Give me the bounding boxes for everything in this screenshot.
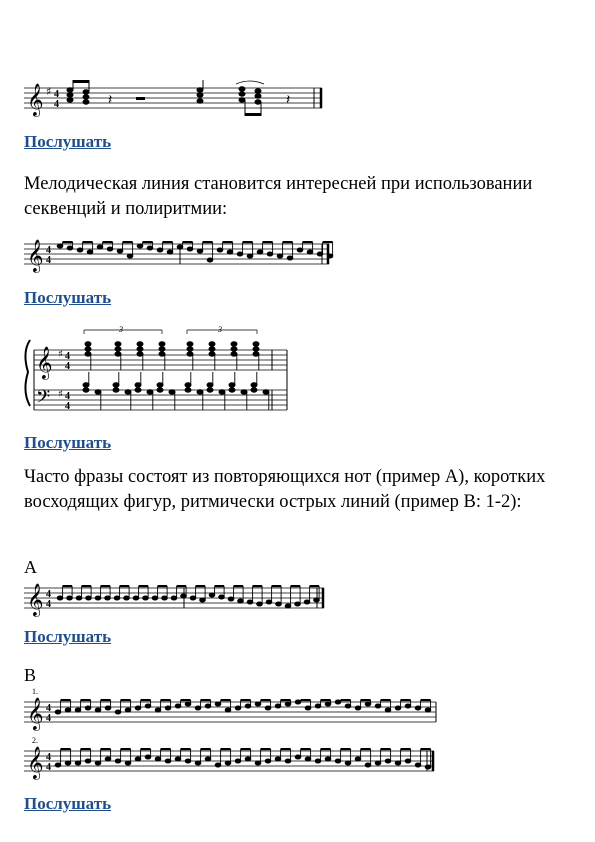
note-head [209,342,215,346]
svg-text:4: 4 [46,762,51,773]
note-head [157,248,163,252]
note-head [115,342,121,346]
note-head [65,761,71,765]
note-head [197,249,203,253]
note-head [124,596,130,600]
note-head [253,342,259,346]
note-head [365,763,371,767]
note-head [266,600,272,604]
note-head [277,254,283,258]
note-head [65,708,71,712]
note-head [107,247,113,251]
note-head [190,596,196,600]
note-head [257,250,263,254]
note-head [209,352,215,356]
note-head [345,761,351,765]
note-head [167,250,173,254]
bass-clef-icon: 𝄢 [36,387,51,412]
note-head [215,763,221,767]
note-head [238,599,244,603]
svg-text:♯: ♯ [58,349,63,360]
note-head [85,352,91,356]
note-head [385,759,391,763]
note-head [247,600,253,604]
svg-text:1.: 1. [32,687,38,696]
note-head [375,704,381,708]
note-head [215,702,221,706]
note-head [115,352,121,356]
note-head [137,244,143,248]
note-head [425,765,431,769]
note-head [87,250,93,254]
note-head [345,704,351,708]
svg-text:4: 4 [46,752,51,763]
music-score-example-a [24,578,329,618]
note-head [205,704,211,708]
note-head [195,706,201,710]
note-head [231,352,237,356]
svg-text:4: 4 [65,361,70,372]
note-head [187,247,193,251]
note-head [205,757,211,761]
svg-text:4: 4 [65,401,70,412]
note-head [285,759,291,763]
note-head [85,342,91,346]
treble-clef-icon: 𝄞 [27,239,44,272]
note-head [315,704,321,708]
note-head [115,347,121,351]
note-head [115,759,121,763]
note-head [115,710,121,714]
note-head [375,761,381,765]
note-head [55,763,61,767]
note-head [235,706,241,710]
note-head [159,352,165,356]
svg-text:4: 4 [65,351,70,362]
note-head [185,759,191,763]
note-head [335,759,341,763]
note-head [209,593,215,597]
note-head [85,706,91,710]
note-head [75,761,81,765]
note-head [245,757,251,761]
note-head [114,596,120,600]
note-head [265,759,271,763]
note-head [135,706,141,710]
note-head [137,347,143,351]
example-a-label: A [24,557,37,577]
treble-clef-icon: 𝄞 [36,346,53,379]
music-score-2 [24,232,334,277]
note-head [297,248,303,252]
note-head [143,596,149,600]
note-head [305,757,311,761]
note-head [155,708,161,712]
note-head [385,708,391,712]
note-head [355,706,361,710]
note-head [117,249,123,253]
note-head [225,708,231,712]
note-head [207,258,213,262]
example-b-label: B [24,665,37,685]
note-head [257,602,263,606]
note-head [245,704,251,708]
note-head [425,708,431,712]
note-head [137,342,143,346]
music-score-3-piano [22,322,292,424]
note-head [231,342,237,346]
note-head [159,347,165,351]
listen-link-1[interactable]: Послушать [24,132,112,151]
music-score-example-b2 [24,735,439,780]
note-head [305,706,311,710]
svg-text:4: 4 [46,245,51,256]
note-head [187,347,193,351]
note-head [165,759,171,763]
note-head [415,706,421,710]
note-head [159,342,165,346]
note-head [295,700,301,704]
note-head [275,757,281,761]
note-head [395,706,401,710]
note-head [145,704,151,708]
note-head [105,757,111,761]
note-head [285,702,291,706]
music-score-1 [24,78,329,128]
note-head [125,761,131,765]
note-head [147,246,153,250]
note-head [415,763,421,767]
note-head [135,757,141,761]
treble-clef-icon: 𝄞 [27,583,44,616]
note-head [145,755,151,759]
note-head [325,702,331,706]
note-head [95,708,101,712]
note-head [225,761,231,765]
svg-text:4: 4 [54,99,59,110]
note-head [175,757,181,761]
note-head [95,761,101,765]
note-head [365,702,371,706]
note-head [105,596,111,600]
svg-text:4: 4 [46,589,51,600]
note-head [275,704,281,708]
listen-link-4[interactable]: Послушать [24,627,112,646]
svg-text:4: 4 [65,391,70,402]
music-score-example-b1 [24,686,444,731]
note-head [325,757,331,761]
note-head [315,759,321,763]
note-head [267,252,273,256]
note-head [195,761,201,765]
note-head [335,700,341,704]
note-head [219,595,225,599]
svg-text:4: 4 [54,89,59,100]
note-head [253,347,259,351]
svg-text:4: 4 [46,599,51,610]
note-head [185,702,191,706]
note-head [77,248,83,252]
note-head [231,347,237,351]
note-head [227,250,233,254]
note-head [57,596,63,600]
note-head [55,710,61,714]
note-head [304,600,310,604]
svg-text:3: 3 [218,325,222,334]
note-head [187,342,193,346]
note-head [209,347,215,351]
note-head [137,352,143,356]
note-head [287,256,293,260]
note-head [255,702,261,706]
note-head [217,248,223,252]
svg-text:4: 4 [46,713,51,724]
note-head [295,602,301,606]
note-head [86,596,92,600]
listen-link-5[interactable]: Послушать [24,794,112,813]
svg-text:♯: ♯ [58,389,63,400]
listen-link-2[interactable]: Послушать [24,288,112,307]
note-head [125,708,131,712]
note-head [200,598,206,602]
note-head [171,596,177,600]
note-head [133,596,139,600]
note-head [97,245,103,249]
note-head [237,252,243,256]
svg-text:♯: ♯ [46,85,52,98]
note-head [155,757,161,761]
note-head [165,706,171,710]
note-head [265,706,271,710]
treble-clef-icon: 𝄞 [27,746,44,779]
note-head [85,347,91,351]
note-head [75,708,81,712]
note-head [67,596,73,600]
note-head [253,352,259,356]
paragraph-phrases: Часто фразы состоят из повторяющихся нот (пример A), коротких восходящих фигур, ритмически острых линий (пример B: 1-2): [24,467,546,512]
paragraph-sequences: Мелодическая линия становится интересней при использовании секвенций и полиритмии: [24,174,533,219]
note-head [405,759,411,763]
treble-clef-icon: 𝄞 [27,83,44,116]
note-head [235,759,241,763]
note-head [187,352,193,356]
note-head [285,604,291,608]
note-head [355,757,361,761]
note-head [307,250,313,254]
svg-text:𝄽: 𝄽 [286,93,291,108]
treble-clef-icon: 𝄞 [27,697,44,730]
note-head [175,704,181,708]
svg-text:4: 4 [46,703,51,714]
note-head [95,596,101,600]
note-head [85,759,91,763]
svg-text:4: 4 [46,255,51,266]
note-head [105,706,111,710]
svg-text:3: 3 [119,325,123,334]
note-head [276,602,282,606]
note-head [76,596,82,600]
note-head [247,254,253,258]
svg-text:𝄽: 𝄽 [108,93,113,108]
note-head [255,761,261,765]
note-head [57,244,63,248]
note-head [405,704,411,708]
listen-link-3[interactable]: Послушать [24,433,112,452]
note-head [395,761,401,765]
svg-text:2.: 2. [32,736,38,745]
note-head [67,246,73,250]
note-head [228,597,234,601]
note-head [295,755,301,759]
note-head [152,596,158,600]
note-head [127,254,133,258]
note-head [162,596,168,600]
